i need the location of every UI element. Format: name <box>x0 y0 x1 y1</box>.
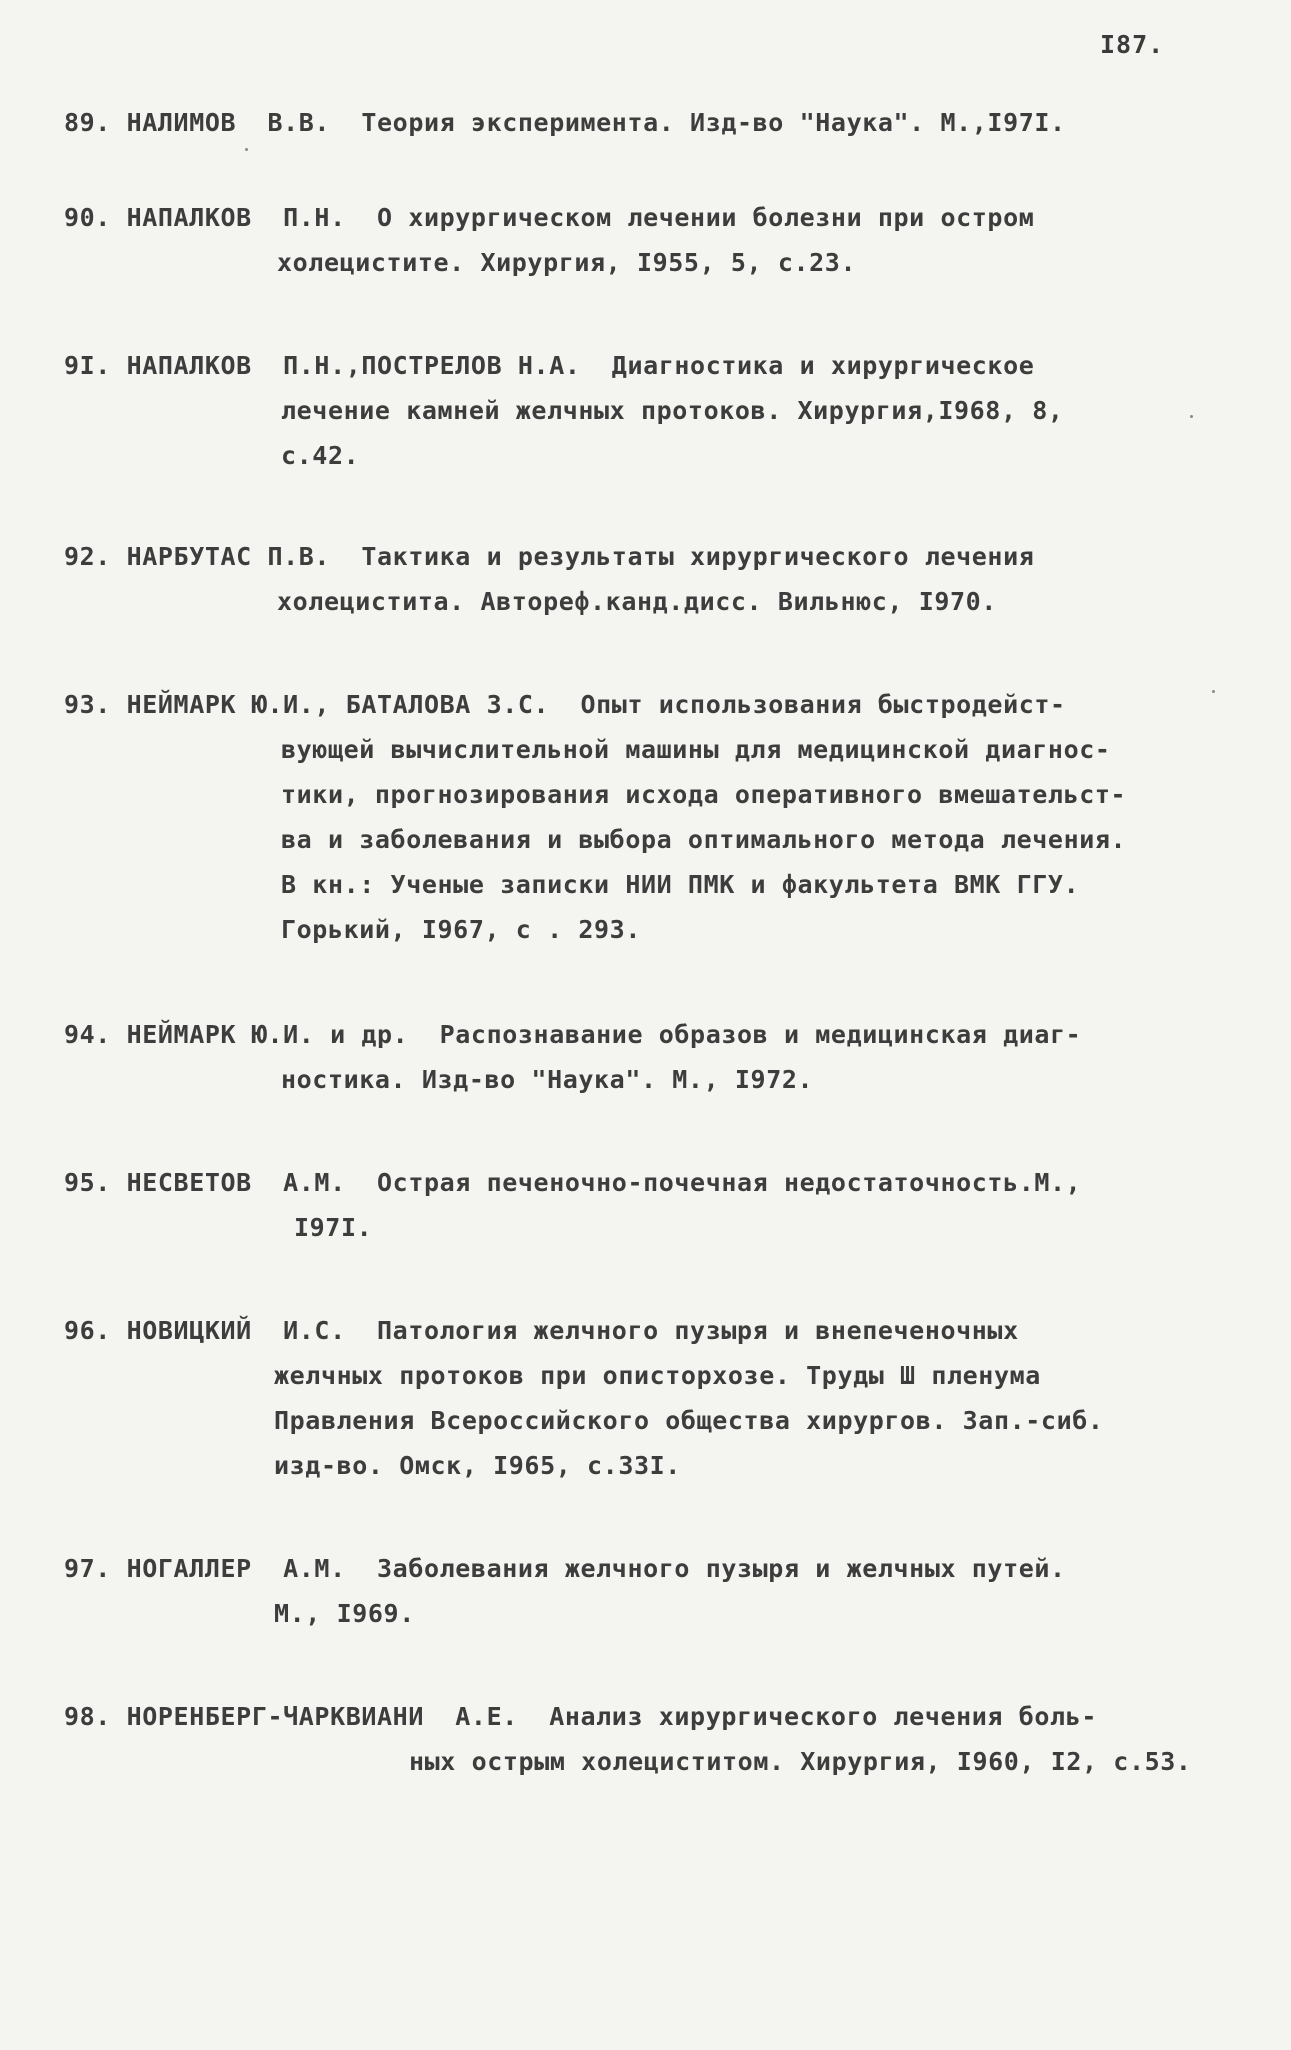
entry-line: 96. НОВИЦКИЙ И.С. Патология желчного пузыря и внепеченочных <box>64 1316 1019 1345</box>
entry-line: холецистите. Хирургия, I955, 5, с.23. <box>277 248 857 277</box>
entry-line: Горький, I967, с . 293. <box>281 915 641 944</box>
entry-line: желчных протоков при описторхозе. Труды Ш пленума <box>274 1361 1041 1390</box>
entry-line: 89. НАЛИМОВ В.В. Теория эксперимента. Изд-во "Наука". М.,I97I. <box>64 108 1066 137</box>
entry-line: ва и заболевания и выбора оптимального метода лечения. <box>281 825 1127 854</box>
entry-line: 90. НАПАЛКОВ П.Н. О хирургическом лечении болезни при остром <box>64 203 1035 232</box>
entry-line: Правления Всероссийского общества хирургов. Зап.-сиб. <box>274 1406 1104 1435</box>
entry-line: 94. НЕЙМАРК Ю.И. и др. Распознавание образов и медицинская диаг- <box>64 1020 1082 1049</box>
bibliography-entry-92 <box>64 534 1244 624</box>
bibliography-entry-91 <box>64 343 1244 478</box>
bibliography-entry-95 <box>64 1160 1244 1250</box>
scan-speck <box>245 148 248 151</box>
entry-line: с.42. <box>281 441 360 470</box>
entry-line: вующей вычислительной машины для медицинской диагнос- <box>281 735 1111 764</box>
entry-line: ностика. Изд-во "Наука". М., I972. <box>281 1065 814 1094</box>
entry-line: 93. НЕЙМАРК Ю.И., БАТАЛОВА З.С. Опыт использования быстродейст- <box>64 690 1066 719</box>
scan-speck <box>1190 415 1193 418</box>
bibliography-entry-98 <box>64 1694 1244 1784</box>
bibliography-entry-93 <box>64 682 1244 952</box>
entry-line: ных острым холециститом. Хирургия, I960, I2, с.53. <box>409 1747 1192 1776</box>
entry-line: 92. НАРБУТАС П.В. Тактика и результаты хирургического лечения <box>64 542 1035 571</box>
entry-line: 9I. НАПАЛКОВ П.Н.,ПОСТРЕЛОВ Н.А. Диагностика и хирургическое <box>64 351 1035 380</box>
entry-line: 97. НОГАЛЛЕР А.М. Заболевания желчного пузыря и желчных путей. <box>64 1554 1066 1583</box>
bibliography-entry-94 <box>64 1012 1244 1102</box>
page-number: I87. <box>1100 30 1165 59</box>
entry-line: М., I969. <box>274 1599 415 1628</box>
bibliography-list <box>64 100 1244 1784</box>
entry-line: холецистита. Автореф.канд.дисс. Вильнюс, I970. <box>277 587 997 616</box>
bibliography-entry-97 <box>64 1546 1244 1636</box>
entry-line: 98. НОРЕНБЕРГ-ЧАРКВИАНИ А.Е. Анализ хирургического лечения боль- <box>64 1702 1097 1731</box>
bibliography-entry-90 <box>64 195 1244 285</box>
entry-line: изд-во. Омск, I965, с.33I. <box>274 1451 681 1480</box>
entry-line: 95. НЕСВЕТОВ А.М. Острая печеночно-почечная недостаточность.М., <box>64 1168 1082 1197</box>
entry-line: лечение камней желчных протоков. Хирургия,I968, 8, <box>281 396 1064 425</box>
entry-line: В кн.: Ученые записки НИИ ПМК и факультета ВМК ГГУ. <box>281 870 1080 899</box>
entry-line: тики, прогнозирования исхода оперативного вмешательст- <box>281 780 1127 809</box>
bibliography-entry-96 <box>64 1308 1244 1488</box>
scan-speck <box>1212 690 1215 693</box>
entry-line: I97I. <box>294 1213 373 1242</box>
bibliography-entry-89 <box>64 100 1244 145</box>
